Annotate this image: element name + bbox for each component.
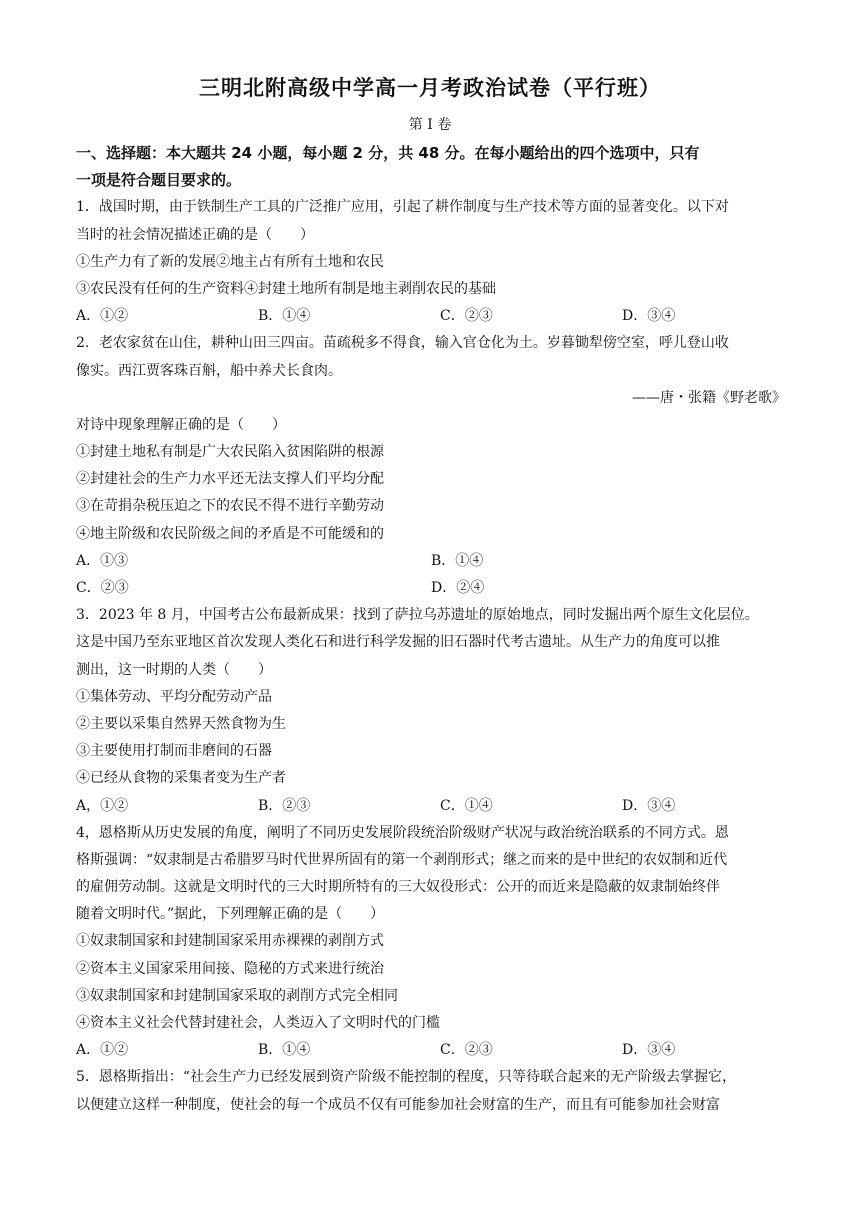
statement: ②封建社会的生产力水平还无法支撑人们平均分配 bbox=[76, 471, 384, 488]
question-stem: 5．恩格斯指出：“社会生产力已经发展到资产阶级不能控制的程度，只等待联合起来的无产阶级去掌握它， bbox=[76, 1069, 737, 1086]
question-stem: 2．老农家贫在山住，耕种山田三四亩。苗疏税多不得食，输入官仓化为土。岁暮锄犁傍空室，呼儿登山收 bbox=[76, 335, 729, 352]
question-stem: 4，恩格斯从历史发展的角度，阐明了不同历史发展阶段统治阶级财产状况与政治统治联系的不同方式。恩 bbox=[76, 824, 729, 841]
question-stem: 格斯强调：“奴隶制是古希腊罗马时代世界所固有的第一个剥削形式；继之而来的是中世纪的农奴制和近代 bbox=[76, 851, 728, 868]
question-1 bbox=[76, 194, 786, 330]
option-a: A．①② bbox=[76, 1042, 129, 1059]
answer-options bbox=[76, 303, 786, 330]
question-stem: 1．战国时期，由于铁制生产工具的广泛推广应用，引起了耕作制度与生产技术等方面的显著变化。以下对 bbox=[76, 199, 729, 216]
question-stem: 这是中国乃至东亚地区首次发现人类化石和进行科学发掘的旧石器时代考古遗址。从生产力的角度可以推 bbox=[76, 634, 720, 651]
question-stem: 当时的社会情况描述正确的是（ ） bbox=[76, 226, 314, 243]
option-c: C．②③ bbox=[440, 308, 493, 325]
option-b: B．①④ bbox=[258, 308, 311, 325]
option-d: D．③④ bbox=[622, 797, 676, 814]
option-c: C．①④ bbox=[440, 797, 493, 814]
option-a: A．①③ bbox=[76, 552, 129, 569]
statement: ④地主阶级和农民阶级之间的矛盾是不可能缓和的 bbox=[76, 525, 384, 542]
exam-title: 三明北附高级中学高一月考政治试卷（平行班） bbox=[199, 76, 661, 100]
answer-options-row2 bbox=[76, 575, 786, 602]
option-b: B．①④ bbox=[258, 1042, 311, 1059]
poem-source: ——唐・张籍《野老歌》 bbox=[632, 389, 786, 406]
exam-content bbox=[76, 140, 786, 1119]
section-heading-line2: 一项是符合题目要求的。 bbox=[76, 171, 242, 190]
statement: ③奴隶制国家和封建制国家采取的剥削方式完全相同 bbox=[76, 987, 398, 1004]
answer-options bbox=[76, 793, 786, 820]
option-d: D．③④ bbox=[622, 308, 676, 325]
statement: ②资本主义国家采用间接、隐秘的方式来进行统治 bbox=[76, 960, 384, 977]
question-stem: 像实。西江贾客珠百斛，船中养犬长食肉。 bbox=[76, 362, 342, 379]
statement: ③农民没有任何的生产资料④封建土地所有制是地主剥削农民的基础 bbox=[76, 280, 496, 297]
answer-options bbox=[76, 1037, 786, 1064]
option-c: C．②③ bbox=[76, 580, 129, 596]
statement: ①封建土地私有制是广大农民陷入贫困陷阱的根源 bbox=[76, 444, 384, 461]
question-3 bbox=[76, 602, 786, 820]
question-stem: 以便建立这样一种制度，使社会的每一个成员不仅有可能参加社会财富的生产，而且有可能参加社会财富 bbox=[76, 1096, 720, 1113]
statement: ③在苛捐杂税压迫之下的农民不得不进行辛勤劳动 bbox=[76, 498, 384, 515]
question-stem: 的雇佣劳动制。这就是文明时代的三大时期所特有的三大奴役形式：公开的而近来是隐蔽的奴隶制始终伴 bbox=[76, 879, 720, 896]
statement: ①奴隶制国家和封建制国家采用赤裸裸的剥削方式 bbox=[76, 933, 384, 950]
statement: ④资本主义社会代替封建社会，人类迈入了文明时代的门槛 bbox=[76, 1015, 440, 1031]
section-heading-line1: 一、选择题：本大题共 24 小题，每小题 2 分，共 48 分。在每小题给出的四个选项中，只有 bbox=[76, 144, 700, 162]
answer-options-row1 bbox=[76, 548, 786, 575]
question-2 bbox=[76, 330, 786, 602]
option-d: D．③④ bbox=[622, 1042, 676, 1059]
statement: ②主要以采集自然界天然食物为生 bbox=[76, 715, 286, 732]
statement: ③主要使用打制而非磨间的石器 bbox=[76, 743, 272, 760]
option-b: B．①④ bbox=[431, 552, 484, 569]
question-stem: 随着文明时代。”据此，下列理解正确的是（ ） bbox=[76, 906, 385, 923]
statement: ①生产力有了新的发展②地主占有所有土地和农民 bbox=[76, 253, 384, 270]
option-a: A，①② bbox=[76, 797, 129, 814]
question-stem: 3．2023 年 8 月，中国考古公布最新成果：找到了萨拉乌苏遗址的原始地点，同时发掘出两个原生文化层位。 bbox=[76, 607, 759, 624]
statement: ④已经从食物的采集者变为生产者 bbox=[76, 770, 286, 787]
option-b: B．②③ bbox=[258, 797, 311, 814]
option-a: A．①② bbox=[76, 308, 129, 325]
option-d: D．②④ bbox=[431, 580, 485, 596]
question-stem: 测出，这一时期的人类（ ） bbox=[76, 661, 272, 678]
volume-label: 第 I 卷 bbox=[408, 117, 452, 133]
statement: ①集体劳动、平均分配劳动产品 bbox=[76, 688, 272, 705]
question-4 bbox=[76, 820, 786, 1065]
question-5 bbox=[76, 1064, 786, 1118]
question-ask: 对诗中现象理解正确的是（ ） bbox=[76, 416, 286, 433]
option-c: C．②③ bbox=[440, 1042, 493, 1059]
